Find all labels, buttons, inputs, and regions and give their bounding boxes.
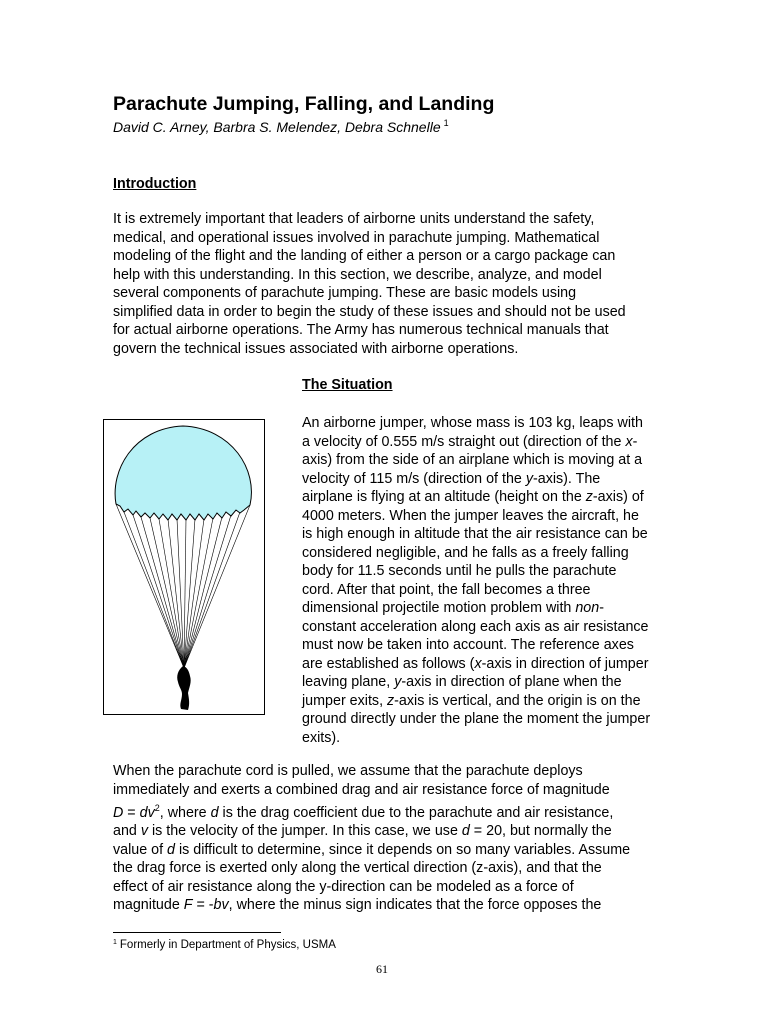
text-line: When the parachute cord is pulled, we assume that the parachute deploys (113, 763, 583, 779)
page-number: 61 (376, 962, 388, 976)
parachute-lines (116, 504, 250, 668)
text-line: axis) from the side of an airplane which is moving at a (302, 452, 643, 468)
text-line: An airborne jumper, whose mass is 103 kg, leaps with (302, 415, 643, 431)
introduction-paragraph (113, 210, 626, 358)
text-line: 4000 meters. When the jumper leaves the aircraft, he (302, 507, 639, 524)
text-line: the drag force is exerted only along the vertical direction (z-axis), and that the (113, 860, 602, 877)
text-line: must now be taken into account. The reference axes (302, 637, 634, 653)
text-line: value of d is difficult to determine, since it depends on so many variables. Assume (113, 841, 631, 858)
situation-paragraph (302, 414, 650, 747)
text-line: simplified data in order to begin the study of these issues and should not be used (113, 303, 626, 320)
text-line: effect of air resistance along the y-direction can be modeled as a force of (113, 878, 574, 895)
text-line: leaving plane, y-axis in direction of plane when the (302, 674, 622, 690)
text-line: dimensional projectile motion problem with non- (302, 600, 604, 616)
text-line: jumper exits, z-axis is vertical, and the origin is on the (302, 692, 641, 709)
drag-paragraph (113, 762, 630, 915)
footnote-marker: 1 (113, 939, 117, 946)
text-line: airplane is flying at an altitude (height on the z-axis) of (302, 489, 644, 505)
footnote-reference: 1 (443, 118, 449, 128)
text-line: magnitude F = -bv, where the minus sign indicates that the force opposes the (113, 897, 602, 914)
text-line: and v is the velocity of the jumper. In this case, we use d = 20, but normally the (113, 823, 612, 840)
text-line: exits). (302, 729, 341, 746)
parachute-figure (103, 419, 265, 715)
text-line: cord. After that point, the fall becomes a three (302, 581, 591, 598)
text-line: $D = dv^2$, where d is the drag coefficient due to the parachute and air resistance, (113, 803, 614, 821)
text-line: body for 11.5 seconds until he pulls the parachute (302, 563, 617, 579)
footnote-divider (113, 932, 281, 933)
text-line: ground directly under the plane the moment the jumper (302, 711, 651, 727)
text-line: is high enough in altitude that the air resistance can be (302, 526, 648, 542)
text-line: considered negligible, and he falls as a freely falling (302, 544, 629, 561)
footnote (113, 939, 336, 951)
parachute-illustration (104, 420, 264, 714)
text-line: velocity of 115 m/s (direction of the y-axis). The (302, 470, 601, 487)
introduction-heading: Introduction (113, 176, 197, 192)
text-line: modeling of the flight and the landing of either a person or a cargo package can (113, 248, 616, 264)
text-line: immediately and exerts a combined drag and air resistance force of magnitude (113, 781, 610, 798)
author-list (113, 118, 449, 135)
author-names: David C. Arney, Barbra S. Melendez, Debra Schnelle (113, 119, 441, 135)
text-line: are established as follows (x-axis in direction of jumper (302, 655, 649, 672)
paper-title: Parachute Jumping, Falling, and Landing (113, 93, 495, 115)
text-line: a velocity of 0.555 m/s straight out (direction of the x- (302, 433, 638, 450)
text-line: medical, and operational issues involved in parachute jumping. Mathematical (113, 229, 600, 246)
text-line: for actual airborne operations. The Army has numerous technical manuals that (113, 322, 609, 338)
canopy (115, 426, 251, 520)
text-line: It is extremely important that leaders of airborne units understand the safety, (113, 211, 595, 227)
jumper-silhouette (177, 666, 190, 710)
text-line: constant acceleration along each axis as air resistance (302, 618, 649, 635)
text-line: help with this understanding. In this section, we describe, analyze, and model (113, 266, 602, 283)
situation-heading: The Situation (302, 377, 393, 393)
text-line: several components of parachute jumping. These are basic models using (113, 285, 577, 301)
footnote-text: Formerly in Department of Physics, USMA (119, 939, 336, 951)
text-line: govern the technical issues associated with airborne operations. (113, 340, 519, 357)
